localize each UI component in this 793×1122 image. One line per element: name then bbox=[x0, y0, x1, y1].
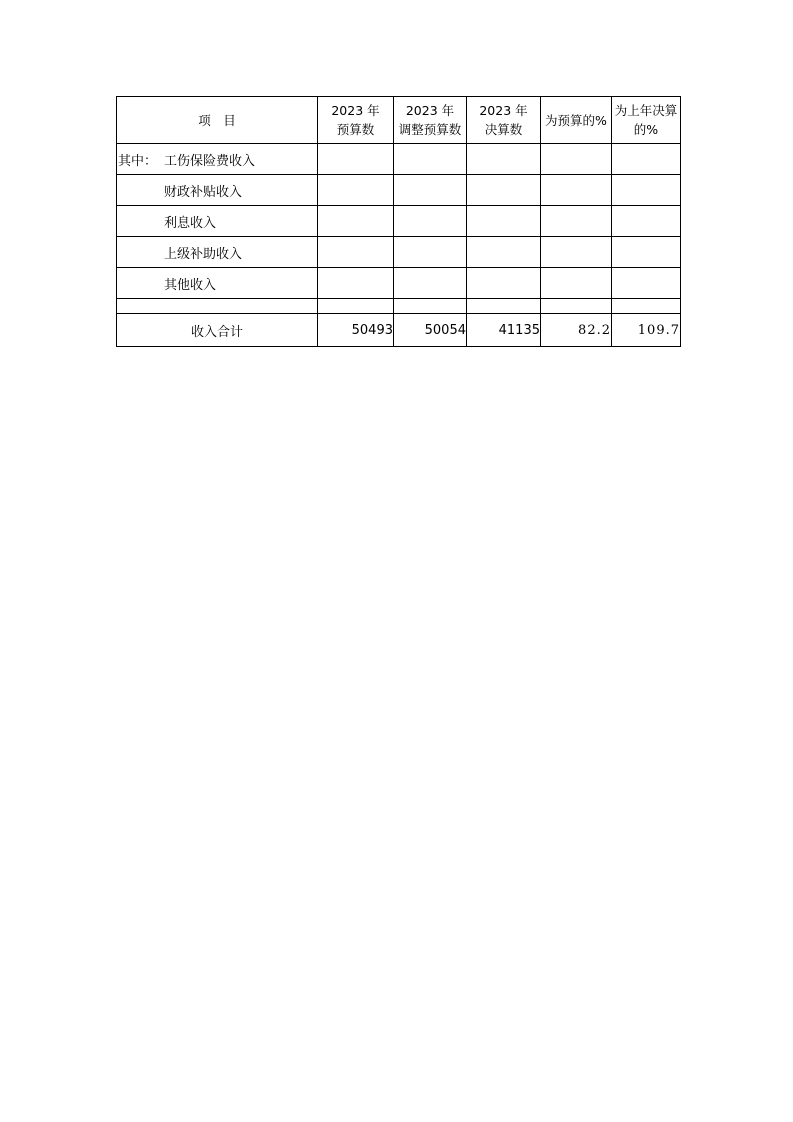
total-adjusted-budget: 50054 bbox=[394, 314, 467, 347]
row-label bbox=[117, 268, 318, 299]
cell-adjusted bbox=[394, 144, 467, 175]
total-label: 收入合计 bbox=[117, 314, 318, 347]
row-label-text: 其他收入 bbox=[164, 277, 217, 293]
header-pct-budget bbox=[541, 97, 612, 144]
cell-adjusted bbox=[394, 175, 467, 206]
cell-pct-last-year bbox=[612, 144, 681, 175]
cell-adjusted bbox=[394, 268, 467, 299]
header-item bbox=[117, 97, 318, 144]
cell-pct-budget bbox=[541, 237, 612, 268]
cell-final bbox=[467, 206, 541, 237]
table-spacer-row bbox=[117, 299, 681, 314]
header-item-label: 项 目 bbox=[198, 112, 236, 128]
table-row bbox=[117, 144, 681, 175]
row-label-text: 利息收入 bbox=[164, 215, 217, 231]
cell-budget bbox=[318, 175, 394, 206]
cell-final bbox=[467, 237, 541, 268]
row-label bbox=[117, 175, 318, 206]
cell-pct-budget bbox=[541, 175, 612, 206]
header-budget-label: 预算数 bbox=[336, 122, 375, 137]
header-adjusted-label: 调整预算数 bbox=[398, 122, 462, 137]
cell-budget bbox=[318, 268, 394, 299]
total-final: 41135 bbox=[467, 314, 541, 347]
row-label bbox=[117, 237, 318, 268]
total-pct-budget: 82.2 bbox=[541, 314, 612, 347]
table-header-row bbox=[117, 97, 681, 144]
row-label bbox=[117, 206, 318, 237]
header-final-year: 2023 年 bbox=[479, 103, 528, 118]
cell-pct-last-year bbox=[612, 175, 681, 206]
header-budget bbox=[318, 97, 394, 144]
header-adjusted-budget bbox=[394, 97, 467, 144]
row-label bbox=[117, 144, 318, 175]
total-pct-last-year: 109.7 bbox=[612, 314, 681, 347]
cell-budget bbox=[318, 206, 394, 237]
row-prefix: 其中： bbox=[118, 153, 158, 169]
table-row bbox=[117, 237, 681, 268]
cell-pct-last-year bbox=[612, 237, 681, 268]
row-label-text: 上级补助收入 bbox=[164, 246, 243, 262]
cell-pct-budget bbox=[541, 268, 612, 299]
header-adjusted-year: 2023 年 bbox=[405, 103, 455, 118]
cell-adjusted bbox=[394, 237, 467, 268]
cell-budget bbox=[318, 237, 394, 268]
total-budget: 50493 bbox=[318, 314, 394, 347]
cell-pct-last-year bbox=[612, 206, 681, 237]
header-pct-last-year-line1: 为上年决算 bbox=[614, 103, 678, 118]
cell-final bbox=[467, 175, 541, 206]
table-row bbox=[117, 206, 681, 237]
header-final bbox=[467, 97, 541, 144]
cell-budget bbox=[318, 144, 394, 175]
income-summary-table bbox=[116, 96, 681, 347]
header-pct-last-year-line2: 的% bbox=[633, 122, 659, 137]
cell-pct-budget bbox=[541, 206, 612, 237]
header-final-label: 决算数 bbox=[484, 122, 523, 137]
cell-adjusted bbox=[394, 206, 467, 237]
header-pct-budget-label: 为预算的% bbox=[545, 112, 607, 128]
cell-pct-last-year bbox=[612, 268, 681, 299]
table-row bbox=[117, 268, 681, 299]
row-label-text: 财政补贴收入 bbox=[164, 184, 243, 200]
row-label-text: 工伤保险费收入 bbox=[164, 153, 256, 169]
cell-pct-budget bbox=[541, 144, 612, 175]
table-total-row bbox=[117, 314, 681, 347]
cell-final bbox=[467, 144, 541, 175]
table-row bbox=[117, 175, 681, 206]
header-budget-year: 2023 年 bbox=[331, 103, 380, 118]
cell-final bbox=[467, 268, 541, 299]
header-pct-last-year bbox=[612, 97, 681, 144]
